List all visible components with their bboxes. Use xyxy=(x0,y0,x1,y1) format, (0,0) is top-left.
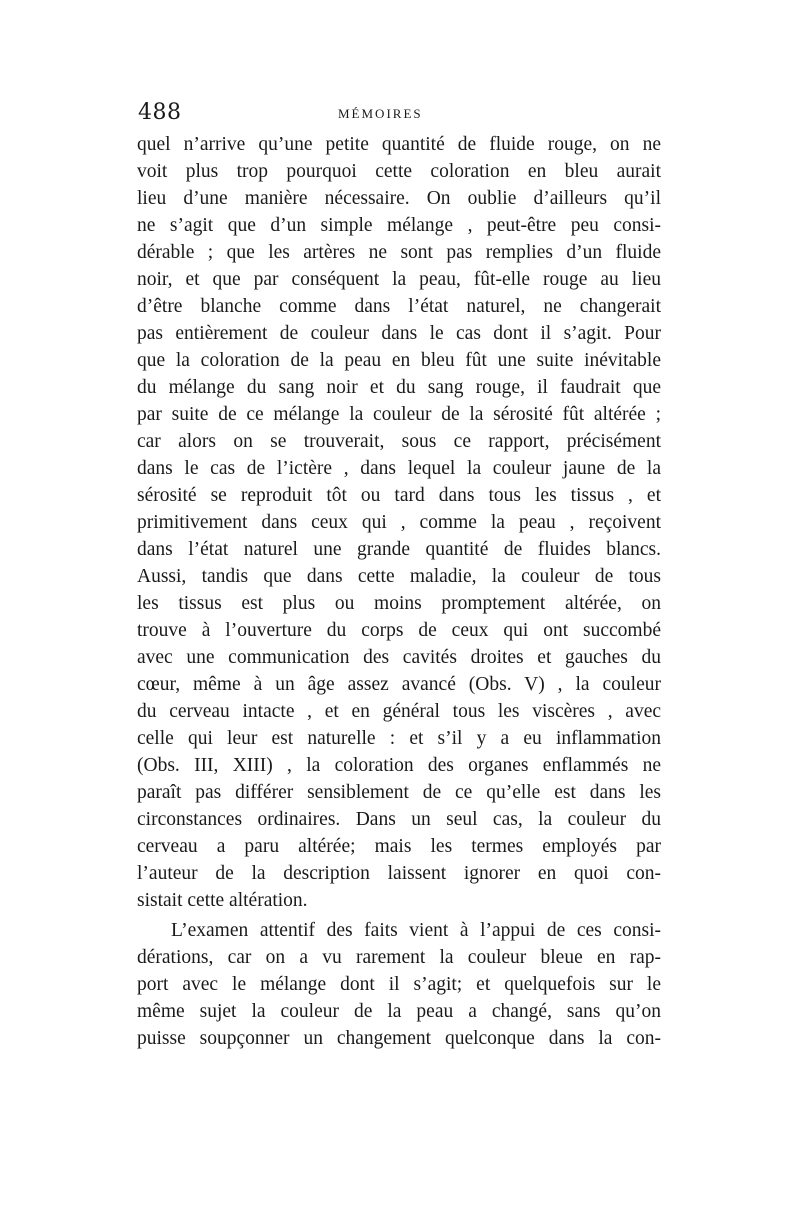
text-line: dans l’état naturel une grande quantité de fluides blancs. xyxy=(137,539,661,560)
text-line: dans le cas de l’ictère , dans lequel la couleur jaune de la xyxy=(137,458,661,479)
text-line: celle qui leur est naturelle : et s’il y a eu inflammation xyxy=(137,728,661,749)
text-line: les tissus est plus ou moins promptement altérée, on xyxy=(137,593,661,614)
paragraph-2 xyxy=(137,917,661,1052)
text-line: d’être blanche comme dans l’état naturel, ne changerait xyxy=(137,296,661,317)
text-line: puisse soupçonner un changement quelconque dans la con- xyxy=(137,1028,661,1049)
text-line: que la coloration de la peau en bleu fût une suite inévitable xyxy=(137,350,661,371)
page-number: 488 xyxy=(138,100,182,125)
text-line: (Obs. III, XIII) , la coloration des organes enflammés ne xyxy=(137,755,661,776)
text-line: dérable ; que les artères ne sont pas remplies d’un fluide xyxy=(137,242,661,263)
text-line: du mélange du sang noir et du sang rouge, il faudrait que xyxy=(137,377,661,398)
text-line: cœur, même à un âge assez avancé (Obs. V) , la couleur xyxy=(137,674,661,695)
text-line: voit plus trop pourquoi cette coloration en bleu aurait xyxy=(137,161,661,182)
body-text xyxy=(137,131,661,1052)
text-line: sistait cette altération. xyxy=(137,890,308,911)
text-line: du cerveau intacte , et en général tous les viscères , avec xyxy=(137,701,661,722)
text-line: primitivement dans ceux qui , comme la peau , reçoivent xyxy=(137,512,661,533)
text-line: pas entièrement de couleur dans le cas dont il s’agit. Pour xyxy=(137,323,661,344)
text-line: trouve à l’ouverture du corps de ceux qui ont succombé xyxy=(137,620,661,641)
text-line: avec une communication des cavités droites et gauches du xyxy=(137,647,661,668)
text-line: lieu d’une manière nécessaire. On oublie d’ailleurs qu’il xyxy=(137,188,661,209)
text-line: sérosité se reproduit tôt ou tard dans tous les tissus , et xyxy=(137,485,661,506)
text-line: quel n’arrive qu’une petite quantité de fluide rouge, on ne xyxy=(137,134,661,155)
paragraph-1 xyxy=(137,131,661,914)
running-title: MÉMOIRES xyxy=(338,106,423,121)
text-line: même sujet la couleur de la peau a changé, sans qu’on xyxy=(137,1001,661,1022)
text-line: noir, et que par conséquent la peau, fût-elle rouge au lieu xyxy=(137,269,661,290)
text-line: paraît pas différer sensiblement de ce qu’elle est dans les xyxy=(137,782,661,803)
text-line: dérations, car on a vu rarement la couleur bleue en rap- xyxy=(137,947,661,968)
text-line: car alors on se trouverait, sous ce rapport, précisément xyxy=(137,431,661,452)
text-line: ne s’agit que d’un simple mélange , peut-être peu consi- xyxy=(137,215,661,236)
text-line: Aussi, tandis que dans cette maladie, la couleur de tous xyxy=(137,566,661,587)
running-head xyxy=(138,100,662,130)
text-line: l’auteur de la description laissent ignorer en quoi con- xyxy=(137,863,661,884)
text-line: port avec le mélange dont il s’agit; et quelquefois sur le xyxy=(137,974,661,995)
text-line: circonstances ordinaires. Dans un seul cas, la couleur du xyxy=(137,809,661,830)
text-line: par suite de ce mélange la couleur de la sérosité fût altérée ; xyxy=(137,404,661,425)
text-line: cerveau a paru altérée; mais les termes employés par xyxy=(137,836,661,857)
text-line: L’examen attentif des faits vient à l’appui de ces consi- xyxy=(171,920,661,941)
